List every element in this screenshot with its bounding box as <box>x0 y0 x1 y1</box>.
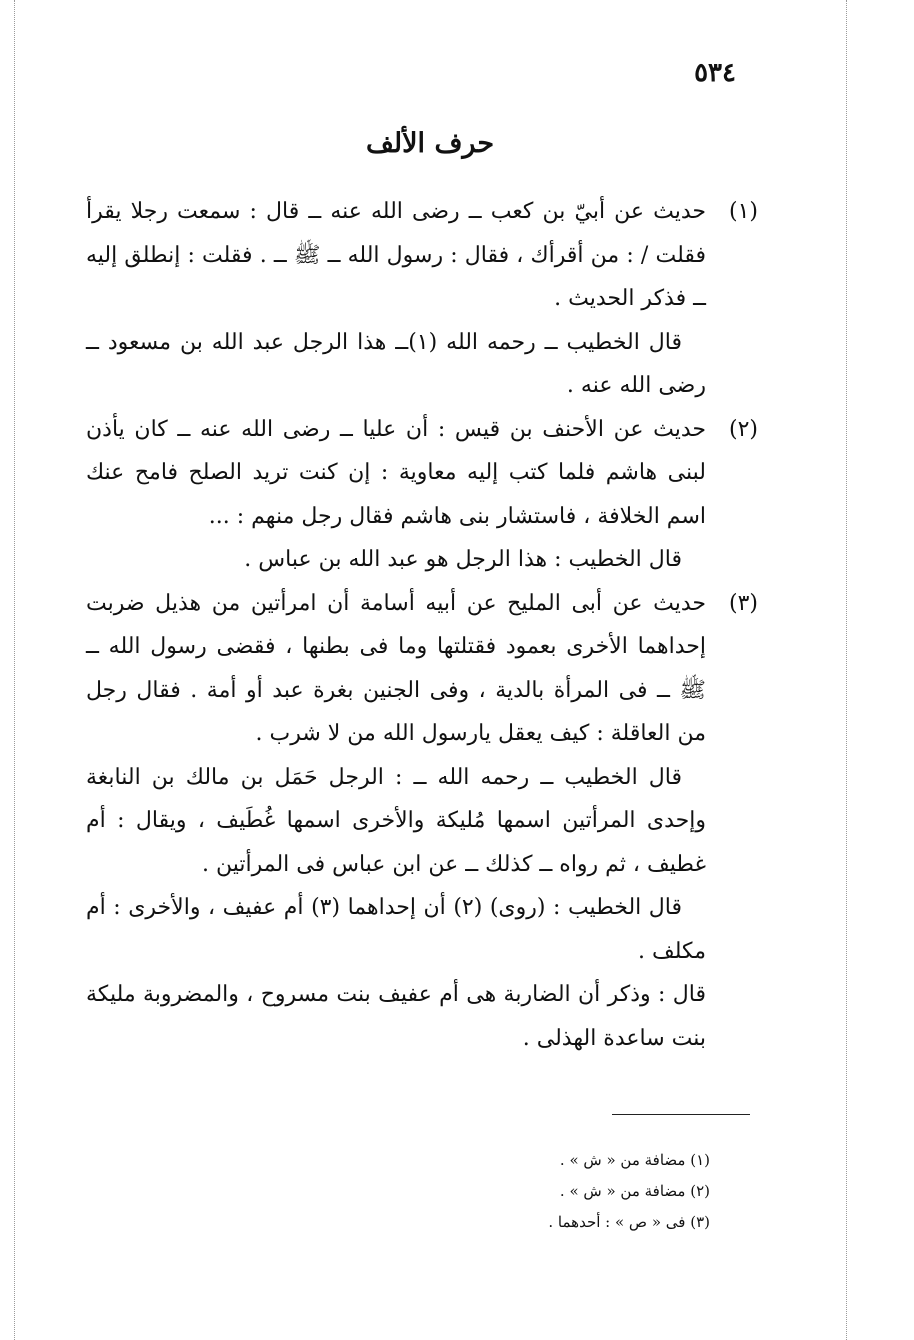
scan-edge-left <box>14 0 15 1340</box>
entry-2 <box>86 408 758 582</box>
entry-note: قال الخطيب : هذا الرجل هو عبد الله بن عباس . <box>244 547 682 572</box>
scan-edge-right <box>846 0 847 1340</box>
closing-note: قال : وذكر أن الضاربة هى أم عفيف بنت مسروح ، والمضروبة مليكة بنت ساعدة الهذلى . <box>86 982 706 1051</box>
footnote-divider <box>612 1114 750 1115</box>
entry-1 <box>86 190 758 408</box>
footnote: (١) مضافة من « ش » . <box>559 1151 710 1169</box>
entry-note: قال الخطيب : (روى) (٢) أن إحداهما (٣) أم عفيف ، والأخرى : أم مكلف . <box>86 895 706 964</box>
entry-3 <box>86 582 758 974</box>
entry-number: (٣) <box>728 590 758 616</box>
footnote: (٣) فى « ص » : أحدهما . <box>548 1213 710 1231</box>
entry-note: قال الخطيب ــ رحمه الله ــ : الرجل حَمَل بن مالك بن النابغة وإحدى المرأتين اسمها مُليكة والأخرى اسمها غُطَيف ، ويقال : أم غطيف ، ثم رواه ــ كذلك ــ عن ابن عباس فى المرأتين . <box>86 764 706 877</box>
entry-text: حديث عن أبيّ بن كعب ــ رضى الله عنه ــ قال : سمعت رجلا يقرأ فقلت / : من أقرأك ، فقال : رسول الله ــ ﷺ ــ . فقلت : إنطلق إليه ــ فذكر الحديث . <box>86 199 706 311</box>
page-number: ٥٣٤ <box>694 58 736 88</box>
footnotes <box>480 1145 710 1238</box>
entry-number: (٢) <box>728 416 758 442</box>
footnote: (٢) مضافة من « ش » . <box>559 1182 710 1200</box>
main-text <box>86 190 758 1060</box>
entry-text: حديث عن أبى المليح عن أبيه أسامة أن امرأتين من هذيل ضربت إحداهما الأخرى بعمود فقتلتها وما فى بطنها ، فقضى رسول الله ــ ﷺ ــ فى المرأة بالدية ، وفى الجنين بغرة عبد أو أمة . فقال رجل من العاقلة : كيف يعقل يارسول الله من لا شرب . <box>86 590 706 746</box>
chapter-title: حرف الألف <box>365 128 495 159</box>
entry-text: حديث عن الأحنف بن قيس : أن عليا ــ رضى الله عنه ــ كان يأذن لبنى هاشم فلما كتب إليه معاوية : إن كنت تريد الصلح فامح عنك اسم الخلافة ، فاستشار بنى هاشم فقال رجل منهم : ... <box>86 416 706 529</box>
entry-number: (١) <box>728 199 758 224</box>
entry-note: قال الخطيب ــ رحمه الله (١)ــ هذا الرجل عبد الله بن مسعود ــ رضى الله عنه . <box>86 329 706 398</box>
